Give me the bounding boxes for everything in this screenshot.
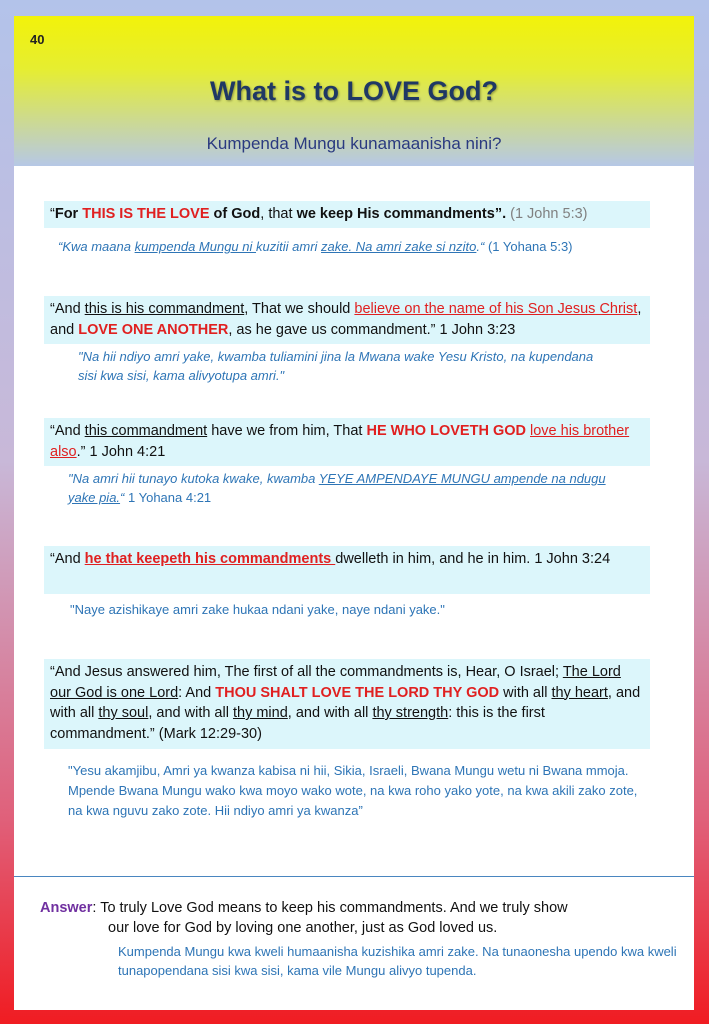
answer-line-1: Answer: To truly Love God means to keep his commandments. And we truly show xyxy=(40,900,568,916)
answer-swahili: Kumpenda Mungu kwa kweli humaanisha kuzishika amri zake. Na tunaonesha upendo kwa kweli tunapopendana sisi kwa sisi, kama vile Mungu alivyo tupenda. xyxy=(118,944,677,978)
header-banner xyxy=(14,16,694,166)
page-subtitle: Kumpenda Mungu kunamaanisha nini? xyxy=(206,134,502,153)
page-number: 40 xyxy=(30,32,45,47)
verse-4-swahili: "Naye azishikaye amri zake hukaa ndani yake, naye ndani yake." xyxy=(70,602,445,617)
verse-1-swahili: “Kwa maana kumpenda Mungu ni kuzitii amri zake. Na amri zake si nzito.“ (1 Yohana 5:3) xyxy=(58,239,573,254)
verse-3-english: “And this commandment have we from him, That HE WHO LOVETH GOD love his brother also.” 1 John 4:21 xyxy=(44,418,650,466)
page-title: What is to LOVE God? xyxy=(210,76,498,106)
answer-block xyxy=(40,898,640,938)
answer-label: Answer xyxy=(40,900,93,916)
page xyxy=(14,16,694,1010)
answer-line-2: our love for God by loving one another, just as God loved us. xyxy=(108,920,498,936)
verse-5-english: “And Jesus answered him, The first of all the commandments is, Hear, O Israel; The Lord our God is one Lord: And THOU SHALT LOVE THE LORD THY GOD with all thy heart, and with all thy soul, and with all thy mind, and with all thy strength: this is the first commandment.” (Mark 12:29-30) xyxy=(44,659,650,749)
verse-2-english: “And this is his commandment, That we should believe on the name of his Son Jesus Christ, and LOVE ONE ANOTHER, as he gave us commandment.” 1 John 3:23 xyxy=(44,296,650,344)
verse-3-swahili: "Na amri hii tunayo kutoka kwake, kwamba YEYE AMPENDAYE MUNGU ampende na ndugu yake pia.“ 1 Yohana 4:21 xyxy=(68,471,606,505)
verse-1-english: “For THIS IS THE LOVE of God, that we keep His commandments”. (1 John 5:3) xyxy=(44,201,650,228)
section-divider xyxy=(14,876,694,877)
verse-5-swahili: "Yesu akamjibu, Amri ya kwanza kabisa ni hii, Sikia, Israeli, Bwana Mungu wetu ni Bwana mmoja. Mpende Bwana Mungu wako kwa moyo wako wote, na kwa roho yako yote, na kwa akili zako zote, na kwa nguvu zako zote. Hii ndiyo amri ya kwanza” xyxy=(68,763,638,818)
verse-2-swahili: "Na hii ndiyo amri yake, kwamba tuliamini jina la Mwana wake Yesu Kristo, na kupendana sisi kwa sisi, kama alivyotupa amri." xyxy=(78,349,594,383)
verse-4-english: “And he that keepeth his commandments dwelleth in him, and he in him. 1 John 3:24 xyxy=(44,546,650,594)
